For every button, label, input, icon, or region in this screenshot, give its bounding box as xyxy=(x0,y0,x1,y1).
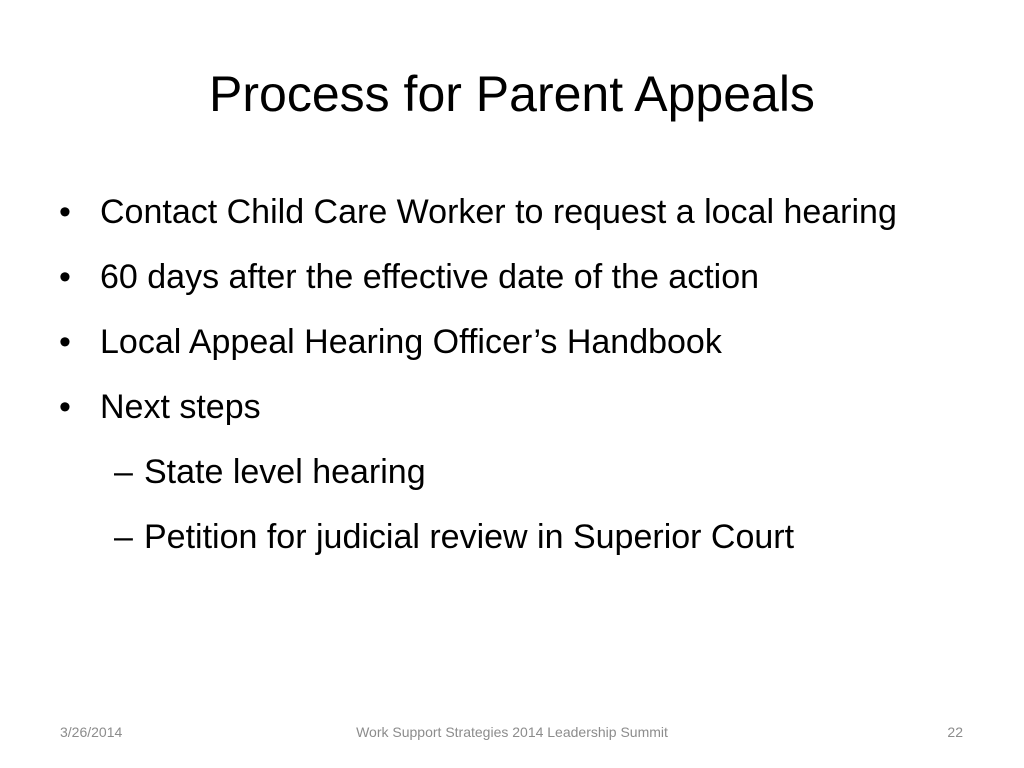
bullet-item-sixty-days xyxy=(52,251,982,303)
footer-date: 3/26/2014 xyxy=(60,724,123,740)
bullet-marker: • xyxy=(59,388,71,426)
bullet-item-contact-worker xyxy=(52,186,982,238)
sub-bullet-text: Petition for judicial review in Superior Court xyxy=(144,518,795,556)
bullet-item-handbook xyxy=(52,316,982,368)
bullet-marker: • xyxy=(59,193,71,231)
slide-title: Process for Parent Appeals xyxy=(209,66,815,122)
footer-title: Work Support Strategies 2014 Leadership Summit xyxy=(356,724,668,740)
sub-bullet-marker: – xyxy=(114,453,133,491)
bullet-item-next-steps xyxy=(52,381,982,433)
sub-bullet-text: State level hearing xyxy=(144,453,426,491)
slide-number: 22 xyxy=(947,724,963,740)
sub-bullet-state-hearing xyxy=(52,446,982,498)
bullet-text: Local Appeal Hearing Officer’s Handbook xyxy=(100,323,722,361)
bullet-marker: • xyxy=(59,323,71,361)
bullet-list xyxy=(52,186,982,576)
bullet-marker: • xyxy=(59,258,71,296)
sub-bullet-judicial-review xyxy=(52,511,982,563)
bullet-text: Contact Child Care Worker to request a local hearing xyxy=(100,193,897,231)
bullet-text: 60 days after the effective date of the action xyxy=(100,258,760,296)
sub-bullet-marker: – xyxy=(114,518,133,556)
bullet-text: Next steps xyxy=(100,388,261,426)
